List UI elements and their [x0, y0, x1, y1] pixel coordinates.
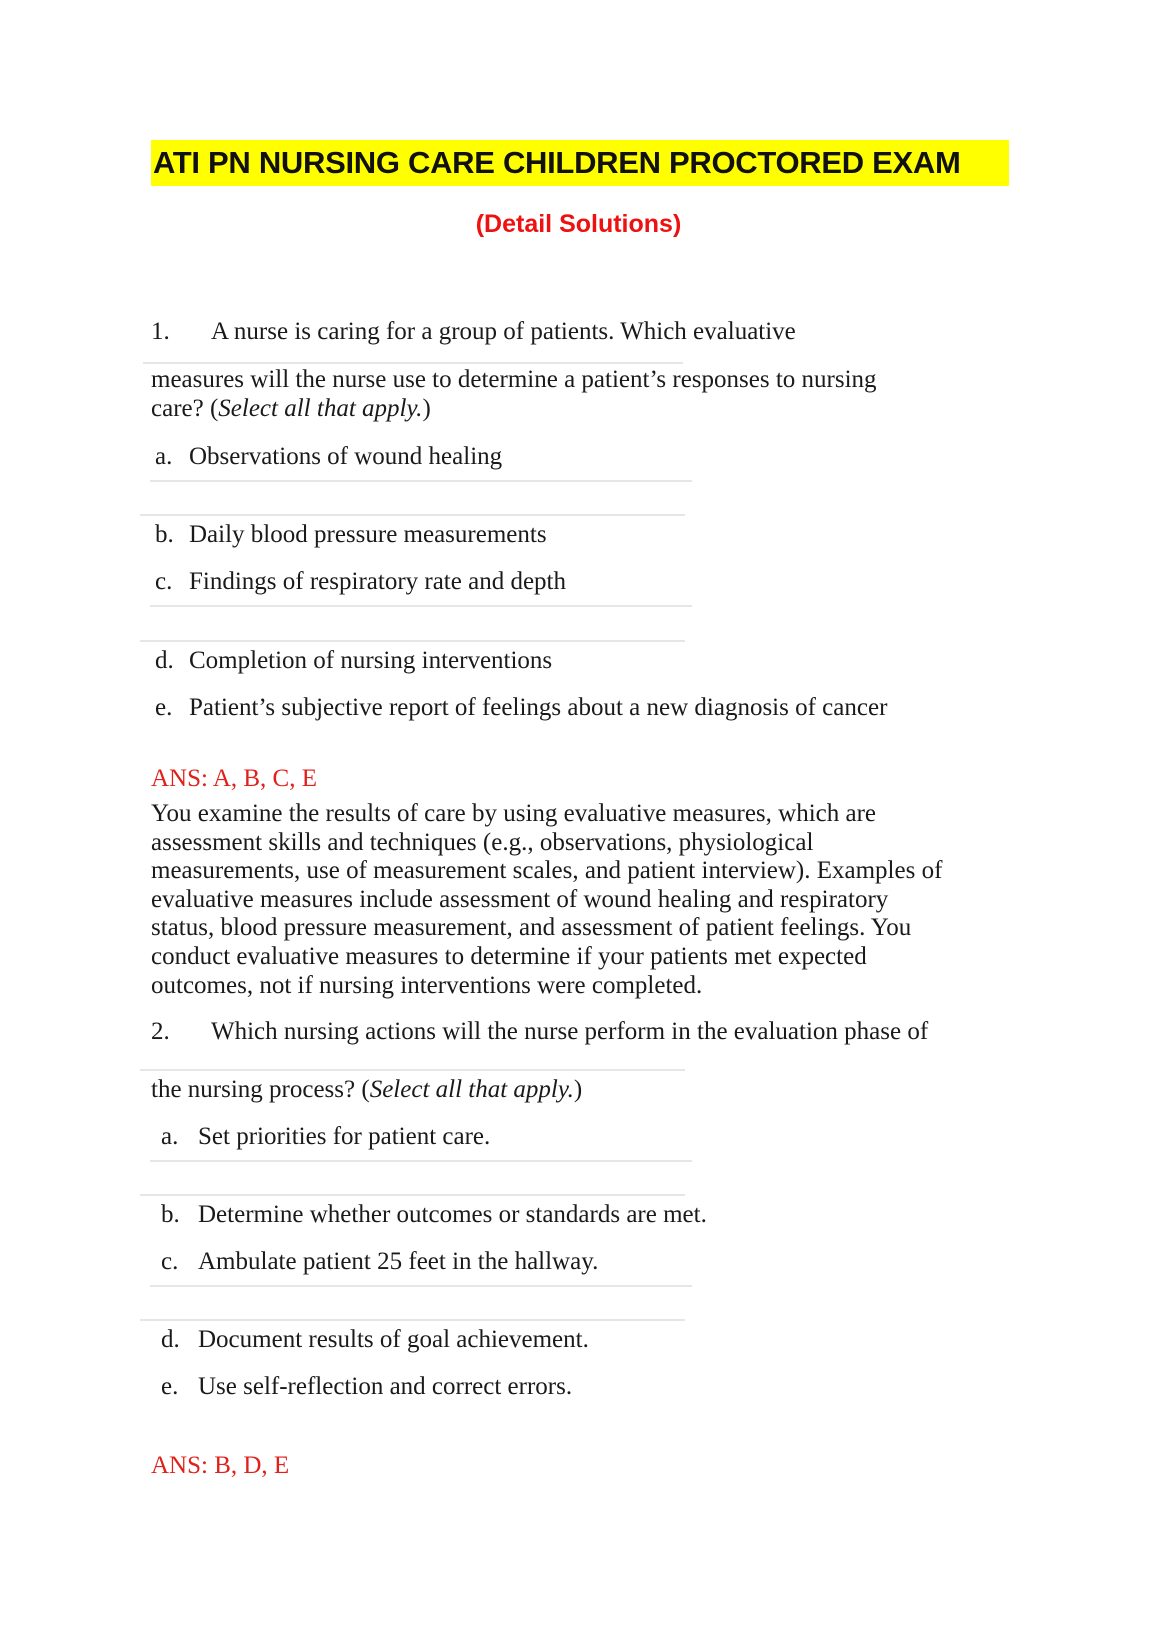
rationale-line: assessment skills and techniques (e.g., observations, physiological [151, 828, 814, 856]
question-1-option-e-letter: e. [155, 694, 173, 721]
question-1-option-c-letter: c. [155, 568, 173, 595]
question-1-stem-line3: care? (Select all that apply.) [151, 395, 431, 422]
question-1-rationale [151, 800, 1031, 1000]
rationale-line: measurements, use of measurement scales, and patient interview). Examples of [151, 857, 943, 885]
divider [140, 640, 685, 642]
question-1-option-d-text: Completion of nursing interventions [189, 647, 553, 674]
question-2-option-c-letter: c. [161, 1248, 179, 1275]
rationale-line: status, blood pressure measurement, and assessment of patient feelings. You [151, 914, 912, 942]
question-1-option-e-text: Patient’s subjective report of feelings about a new diagnosis of cancer [189, 694, 888, 721]
document-title: ATI PN NURSING CARE CHILDREN PROCTORED EXAM [153, 145, 961, 180]
divider [140, 1194, 685, 1196]
divider [140, 1069, 685, 1071]
document-subtitle: (Detail Solutions) [475, 210, 682, 238]
divider [150, 1285, 692, 1287]
divider [150, 605, 692, 607]
question-1-stem-line1: A nurse is caring for a group of patients. Which evaluative [211, 318, 796, 345]
question-2-option-d-letter: d. [161, 1326, 180, 1353]
question-2-option-d-text: Document results of goal achievement. [198, 1326, 589, 1353]
question-2-option-a-letter: a. [161, 1123, 179, 1150]
rationale-line: outcomes, not if nursing interventions were completed. [151, 971, 703, 999]
rationale-line: evaluative measures include assessment of wound healing and respiratory [151, 885, 889, 913]
question-1-answer: ANS: A, B, C, E [151, 765, 318, 792]
question-1-option-b-text: Daily blood pressure measurements [189, 521, 547, 548]
question-2-number: 2. [151, 1018, 170, 1045]
divider [140, 514, 685, 516]
question-2-stem-line1: Which nursing actions will the nurse perform in the evaluation phase of [211, 1018, 929, 1045]
question-1-stem-line2: measures will the nurse use to determine a patient’s responses to nursing [151, 366, 877, 393]
divider [150, 1160, 692, 1162]
question-2-option-e-text: Use self-reflection and correct errors. [198, 1373, 573, 1400]
divider [143, 362, 683, 364]
question-1-option-a-text: Observations of wound healing [189, 443, 503, 470]
question-2-option-c-text: Ambulate patient 25 feet in the hallway. [198, 1248, 599, 1275]
question-2-stem-line2: the nursing process? (Select all that apply.) [151, 1076, 583, 1103]
rationale-line: You examine the results of care by using evaluative measures, which are [151, 800, 877, 827]
question-1-number: 1. [151, 318, 170, 345]
divider [140, 1319, 685, 1321]
question-2-option-b-text: Determine whether outcomes or standards are met. [198, 1201, 707, 1228]
divider [150, 480, 692, 482]
question-1-option-d-letter: d. [155, 647, 174, 674]
question-2-option-e-letter: e. [161, 1373, 179, 1400]
question-2-option-b-letter: b. [161, 1201, 180, 1228]
question-2-answer: ANS: B, D, E [151, 1452, 290, 1479]
question-1-option-b-letter: b. [155, 521, 174, 548]
question-1-option-c-text: Findings of respiratory rate and depth [189, 568, 566, 595]
question-1-option-a-letter: a. [155, 443, 173, 470]
rationale-line: conduct evaluative measures to determine if your patients met expected [151, 942, 867, 970]
question-2-option-a-text: Set priorities for patient care. [198, 1123, 491, 1150]
